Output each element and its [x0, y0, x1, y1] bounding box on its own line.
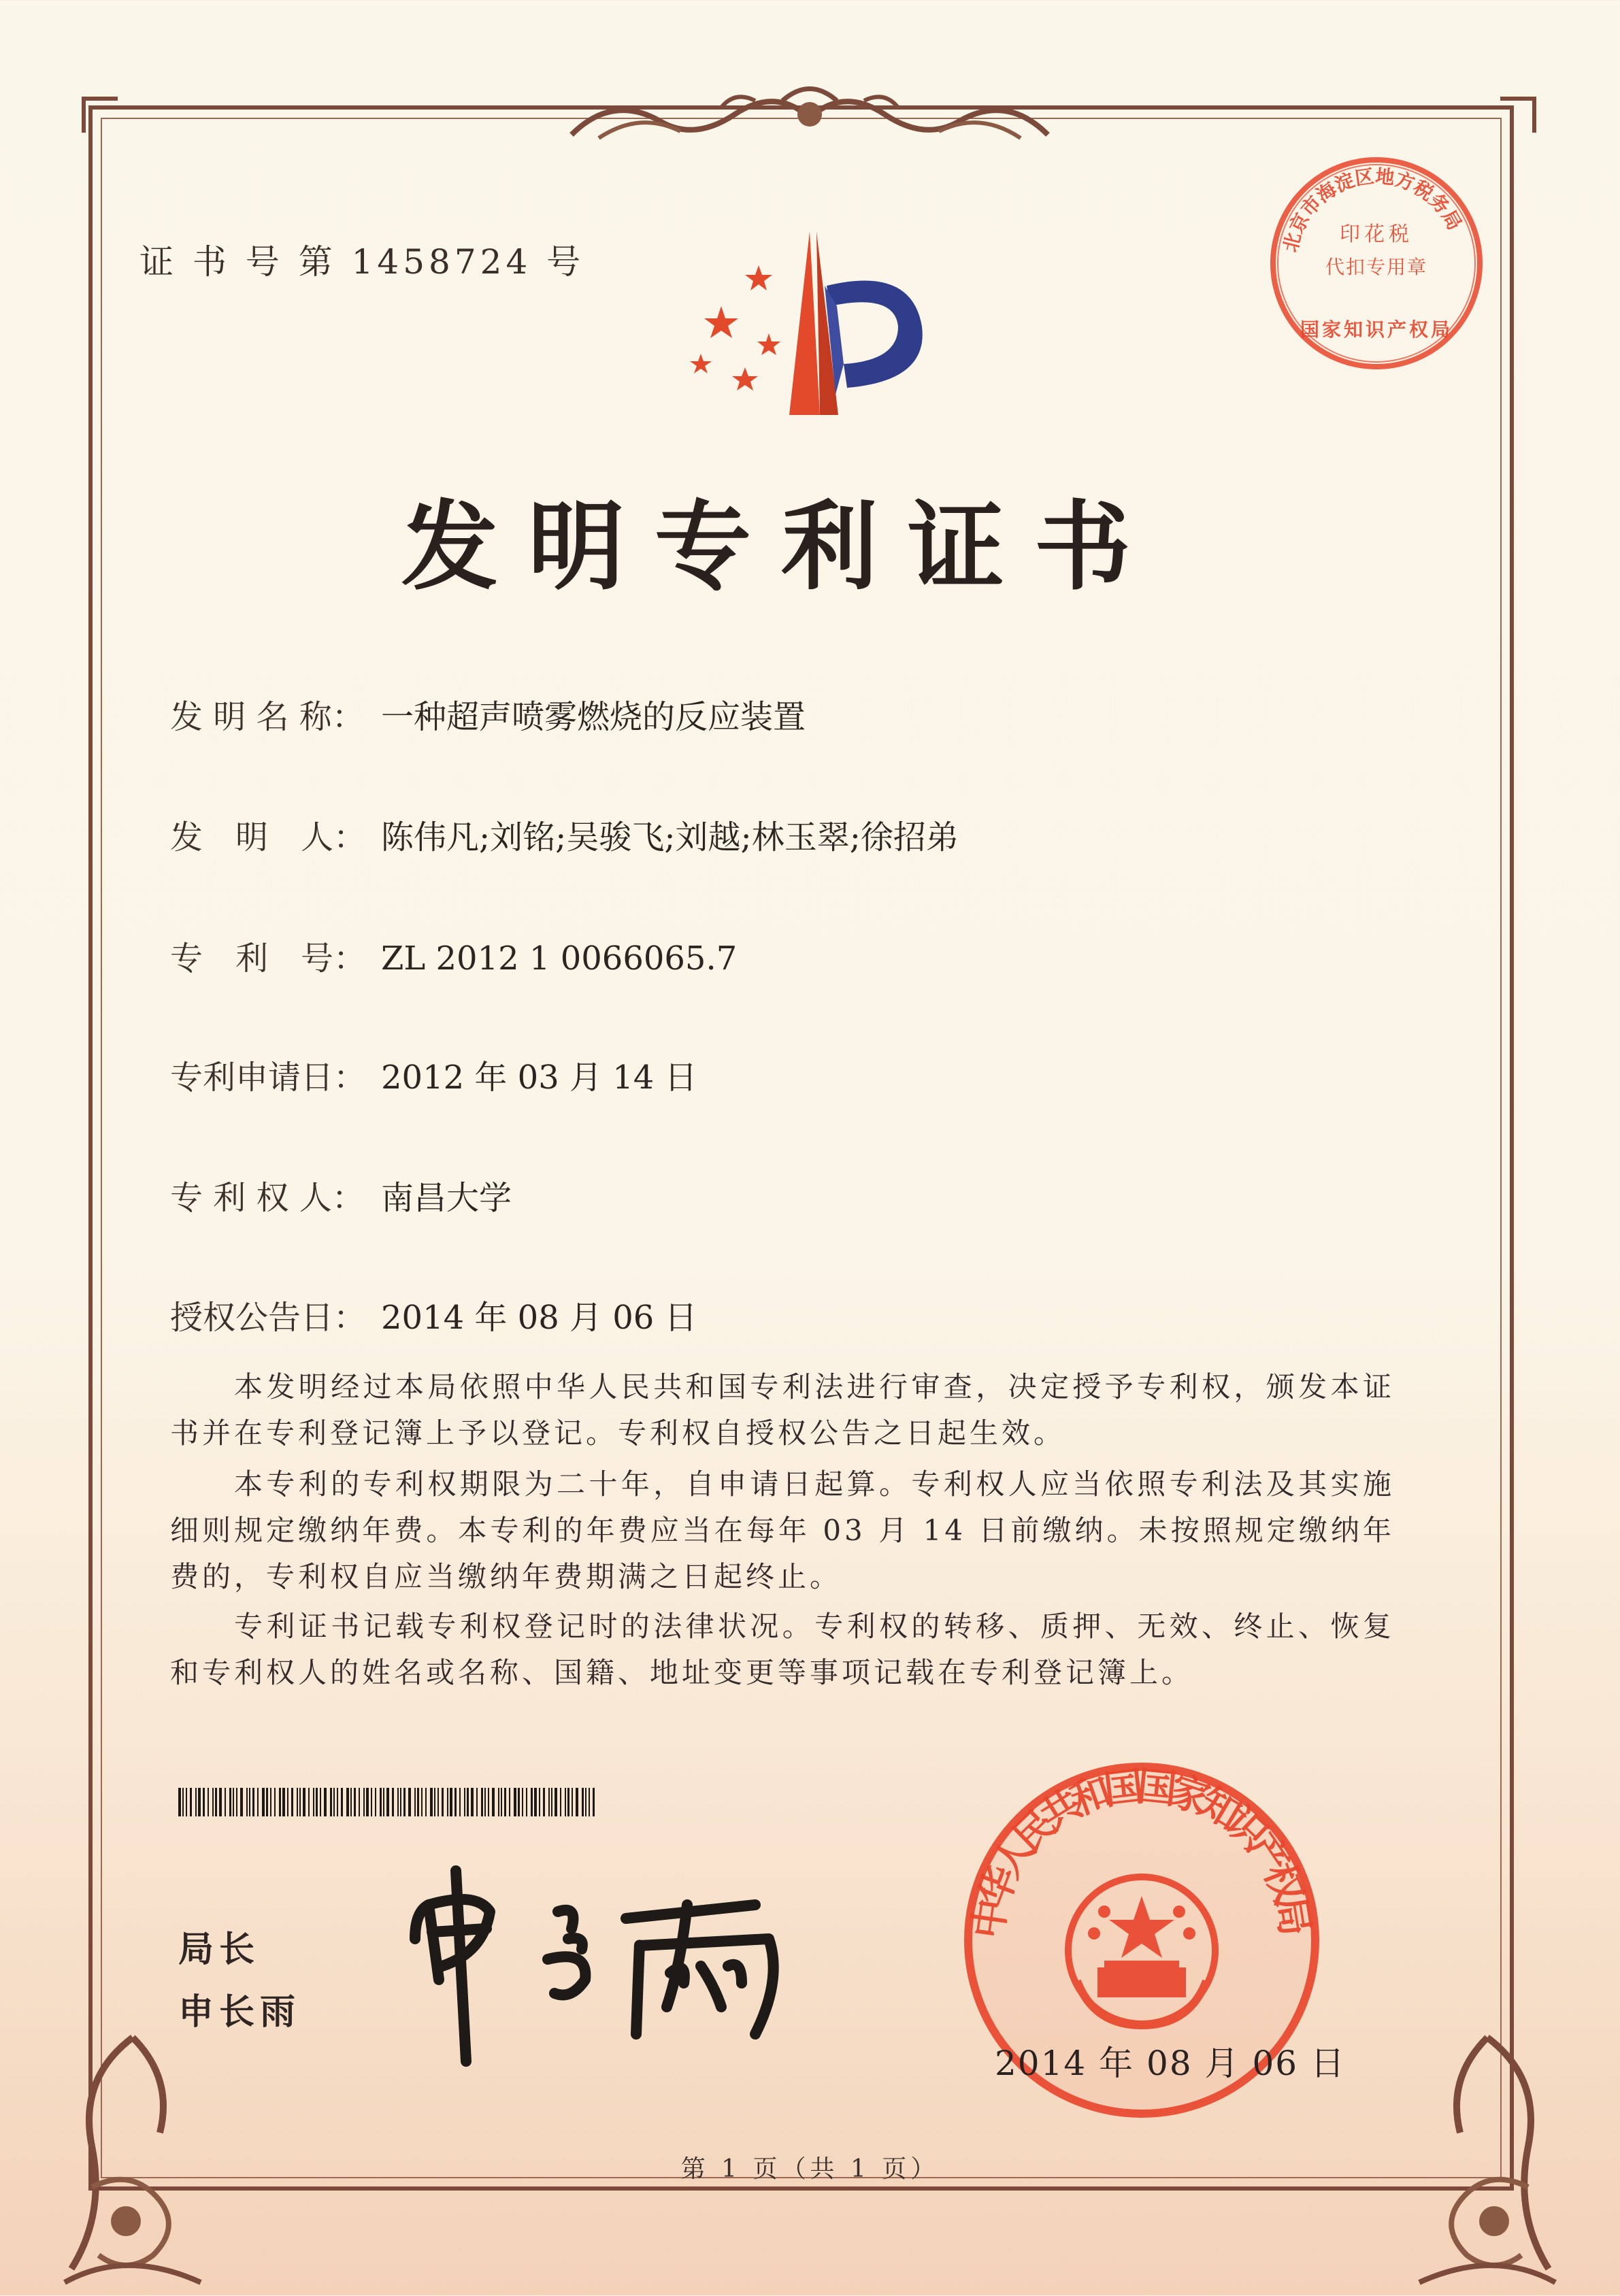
director-signature — [401, 1864, 823, 2068]
barcode-bar — [363, 1788, 365, 1816]
barcode-bar — [565, 1788, 566, 1816]
barcode-bar — [414, 1788, 416, 1816]
barcode-bar — [240, 1788, 243, 1816]
field-inventors — [170, 811, 959, 858]
barcode-bar — [397, 1788, 399, 1816]
barcode-bar — [246, 1788, 248, 1816]
barcode-bar — [403, 1788, 406, 1816]
field-value: 一种超声喷雾燃烧的反应装置 — [381, 698, 806, 736]
barcode-bar — [454, 1788, 457, 1816]
field-label: 专利申请日： — [170, 1059, 367, 1097]
director-title: 局长 — [178, 1929, 261, 1970]
top-ornament — [558, 80, 1061, 155]
barcode-bar — [417, 1788, 419, 1816]
barcode-bar — [434, 1788, 435, 1816]
top-right-corner-ornament — [1497, 95, 1538, 136]
barcode-bar — [582, 1788, 584, 1816]
field-label: 专 利 权 人： — [170, 1179, 365, 1217]
barcode-bar — [262, 1788, 265, 1816]
page-number: 第 1 页（共 1 页） — [680, 2155, 940, 2183]
barcode-bar — [330, 1788, 332, 1816]
barcode-bar — [504, 1788, 506, 1816]
certificate-number: 证 书 号 第 1458724 号 — [139, 242, 585, 282]
paragraph-patent-term: 本专利的专利权期限为二十年，自申请日起算。专利权人应当依照专利法及其实施细则规定缴纳年费。本专利的年费应当在每年 03 月 14 日前缴纳。未按照规定缴纳年费的，专利权自应当缴纳年费期满之日起终止。 — [170, 1467, 1395, 1593]
barcode-bar — [354, 1788, 356, 1816]
barcode-bar — [498, 1788, 499, 1816]
field-label: 授权公告日： — [170, 1299, 367, 1337]
barcode-bar — [476, 1788, 478, 1816]
barcode-bar — [437, 1788, 439, 1816]
barcode-bar — [543, 1788, 545, 1816]
barcode-bar — [359, 1788, 360, 1816]
barcode-bar — [337, 1788, 338, 1816]
director-block — [178, 1918, 301, 2044]
barcode-bar — [190, 1788, 192, 1816]
field-value: 2014 年 08 月 06 日 — [381, 1299, 697, 1337]
field-value: ZL 2012 1 0066065.7 — [381, 939, 738, 978]
barcode-bar — [459, 1788, 461, 1816]
barcode-bar — [481, 1788, 483, 1816]
barcode-bar — [320, 1788, 321, 1816]
barcode-bar — [198, 1788, 201, 1816]
barcode-bar — [346, 1788, 349, 1816]
barcode-bar — [593, 1788, 595, 1816]
barcode-bar — [252, 1788, 254, 1816]
barcode-bar — [501, 1788, 502, 1816]
paragraph-grant-notice: 本发明经过本局依照中华人民共和国专利法进行审查，决定授予专利权，颁发本证书并在专利登记簿上予以登记。专利权自授权公告之日起生效。 — [170, 1370, 1395, 1450]
tax-seal-center-line2: 代扣专用章 — [1325, 256, 1428, 278]
barcode-bar — [447, 1788, 448, 1816]
field-label: 发 明 名 称： — [170, 698, 365, 736]
field-value: 南昌大学 — [381, 1179, 512, 1217]
barcode-bar — [383, 1788, 384, 1816]
barcode-bar — [366, 1788, 369, 1816]
barcode-bar — [548, 1788, 550, 1816]
barcode-bar — [299, 1788, 301, 1816]
tax-seal-ring-text: 北京市海淀区地方税务局 — [1278, 165, 1466, 254]
seal-date: 2014 年 08 月 06 日 — [995, 2044, 1346, 2083]
barcode-bar — [282, 1788, 285, 1816]
barcode-bar — [442, 1788, 444, 1816]
barcode-bar — [488, 1788, 489, 1816]
barcode-bar — [303, 1788, 305, 1816]
field-value: 2012 年 03 月 14 日 — [381, 1059, 697, 1097]
barcode-bar — [531, 1788, 533, 1816]
barcode-bar — [380, 1788, 382, 1816]
barcode-bar — [589, 1788, 590, 1816]
barcode-bar — [274, 1788, 276, 1816]
barcode-bar — [178, 1788, 181, 1816]
barcode-bar — [509, 1788, 510, 1816]
barcode-bar — [371, 1788, 372, 1816]
barcode-bar — [236, 1788, 237, 1816]
field-invention-name — [170, 691, 806, 737]
barcode — [178, 1788, 599, 1816]
patent-office-logo — [680, 224, 953, 429]
barcode-bar — [333, 1788, 335, 1816]
barcode-bar — [270, 1788, 271, 1816]
barcode-bar — [203, 1788, 205, 1816]
tax-stamp-seal — [1264, 151, 1489, 376]
barcode-bar — [421, 1788, 423, 1816]
barcode-bar — [316, 1788, 318, 1816]
barcode-bar — [425, 1788, 427, 1816]
barcode-bar — [215, 1788, 217, 1816]
barcode-bar — [186, 1788, 187, 1816]
barcode-bar — [484, 1788, 486, 1816]
barcode-bar — [467, 1788, 469, 1816]
barcode-bar — [287, 1788, 288, 1816]
barcode-bar — [233, 1788, 234, 1816]
barcode-bar — [551, 1788, 552, 1816]
barcode-bar — [297, 1788, 298, 1816]
barcode-bar — [182, 1788, 184, 1816]
barcode-bar — [249, 1788, 250, 1816]
barcode-bar — [514, 1788, 516, 1816]
barcode-bar — [308, 1788, 310, 1816]
barcode-bar — [375, 1788, 376, 1816]
director-name: 申长雨 — [178, 1991, 301, 2033]
barcode-bar — [341, 1788, 343, 1816]
field-patent-number — [170, 932, 737, 979]
barcode-bar — [534, 1788, 537, 1816]
barcode-bar — [313, 1788, 314, 1816]
barcode-bar — [539, 1788, 540, 1816]
certificate-title: 发明专利证书 — [401, 490, 1161, 603]
barcode-bar — [526, 1788, 527, 1816]
barcode-bar — [212, 1788, 214, 1816]
barcode-bar — [279, 1788, 281, 1816]
barcode-bar — [555, 1788, 557, 1816]
barcode-bar — [386, 1788, 389, 1816]
field-patentee — [170, 1171, 512, 1218]
tax-seal-bottom-text: 国家知识产权局 — [1300, 318, 1453, 341]
barcode-bar — [585, 1788, 586, 1816]
barcode-bar — [408, 1788, 411, 1816]
barcode-bar — [229, 1788, 231, 1816]
barcode-bar — [400, 1788, 401, 1816]
field-grant-date — [170, 1291, 697, 1338]
barcode-bar — [430, 1788, 433, 1816]
barcode-bar — [518, 1788, 520, 1816]
barcode-bar — [350, 1788, 352, 1816]
barcode-bar — [208, 1788, 209, 1816]
barcode-bar — [219, 1788, 222, 1816]
barcode-bar — [291, 1788, 293, 1816]
field-application-date — [170, 1051, 697, 1098]
barcode-bar — [392, 1788, 394, 1816]
barcode-bar — [195, 1788, 197, 1816]
barcode-bar — [576, 1788, 578, 1816]
barcode-bar — [450, 1788, 452, 1816]
paragraph-legal-status: 专利证书记载专利权登记时的法律状况。专利权的转移、质押、无效、终止、恢复和专利权人的姓名或名称、国籍、地址变更等事项记载在专利登记簿上。 — [170, 1610, 1395, 1689]
barcode-bar — [266, 1788, 268, 1816]
barcode-bar — [522, 1788, 523, 1816]
seal-ring-text: 中华人民共和国国家知识产权局 — [964, 1763, 1319, 1942]
barcode-bar — [324, 1788, 327, 1816]
field-label: 发 明 人： — [170, 818, 367, 856]
barcode-bar — [225, 1788, 226, 1816]
barcode-bar — [560, 1788, 561, 1816]
barcode-bar — [572, 1788, 573, 1816]
tax-seal-center-line1: 印花税 — [1340, 222, 1413, 246]
field-value: 陈伟凡;刘铭;吴骏飞;刘越;林玉翠;徐招弟 — [381, 818, 959, 856]
barcode-bar — [471, 1788, 474, 1816]
top-left-corner-ornament — [80, 95, 121, 136]
barcode-bar — [464, 1788, 465, 1816]
barcode-bar — [257, 1788, 259, 1816]
barcode-bar — [492, 1788, 495, 1816]
barcode-bar — [567, 1788, 569, 1816]
field-label: 专 利 号： — [170, 939, 367, 978]
